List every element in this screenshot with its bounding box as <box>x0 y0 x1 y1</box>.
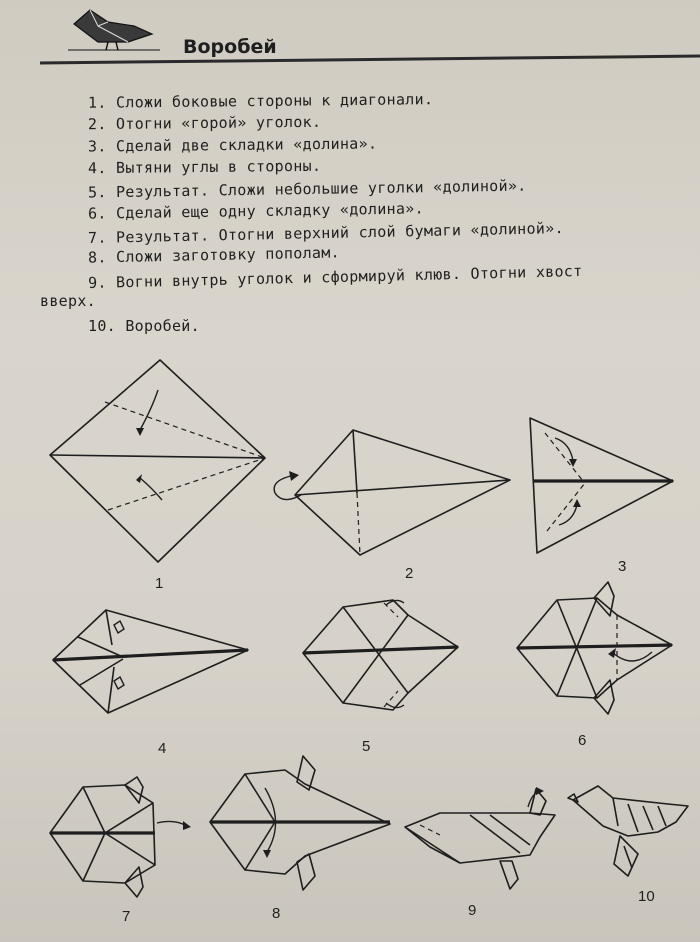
figure-4-number: 4 <box>158 740 167 757</box>
figure-3-diagram <box>525 413 680 563</box>
figure-9-diagram <box>400 785 560 900</box>
figure-10-diagram <box>568 780 693 885</box>
step-9-text: 9. Вогни внутрь уголок и сформируй клюв. Отогни хвост <box>87 261 583 293</box>
figure-5-number: 5 <box>362 738 371 755</box>
step-5-text: 5. Результат. Сложи небольшие уголки «долиной». <box>87 176 527 202</box>
step-10-text: 10. Воробей. <box>88 317 200 335</box>
figure-4-diagram <box>48 605 258 715</box>
figure-6-diagram <box>512 580 682 720</box>
step-4-text: 4. Вытяни углы в стороны. <box>87 156 322 178</box>
step-2-text: 2. Отогни «горой» уголок. <box>87 112 322 134</box>
figure-1-number: 1 <box>155 575 164 592</box>
step-3-text: 3. Сделай две складки «долина». <box>87 134 378 156</box>
figure-2-diagram <box>265 425 515 565</box>
figure-6-number: 6 <box>578 732 587 749</box>
figure-3-number: 3 <box>618 558 627 575</box>
figure-8-number: 8 <box>272 905 281 922</box>
sparrow-origami-icon <box>68 6 160 54</box>
bleed-through-text <box>560 70 565 85</box>
figure-1-diagram <box>40 350 270 570</box>
figure-7-diagram <box>45 775 195 910</box>
figure-9-number: 9 <box>468 902 477 919</box>
figure-5-diagram <box>298 595 463 720</box>
figure-2-number: 2 <box>405 565 414 582</box>
step-8-text: 8. Сложи заготовку пополам. <box>87 243 341 267</box>
step-6-text: 6. Сделай еще одну складку «долина». <box>87 199 425 223</box>
step-9-continuation: вверх. <box>40 292 96 310</box>
step-7-text: 7. Результат. Отогни верхний слой бумаги «долиной». <box>87 219 565 247</box>
title-underline <box>40 55 700 65</box>
figure-10-number: 10 <box>638 888 655 905</box>
figure-8-diagram <box>205 752 395 902</box>
page-title: Воробей <box>183 36 277 58</box>
figure-7-number: 7 <box>122 908 131 925</box>
step-1-text: 1. Сложи боковые стороны к диагонали. <box>87 90 434 112</box>
